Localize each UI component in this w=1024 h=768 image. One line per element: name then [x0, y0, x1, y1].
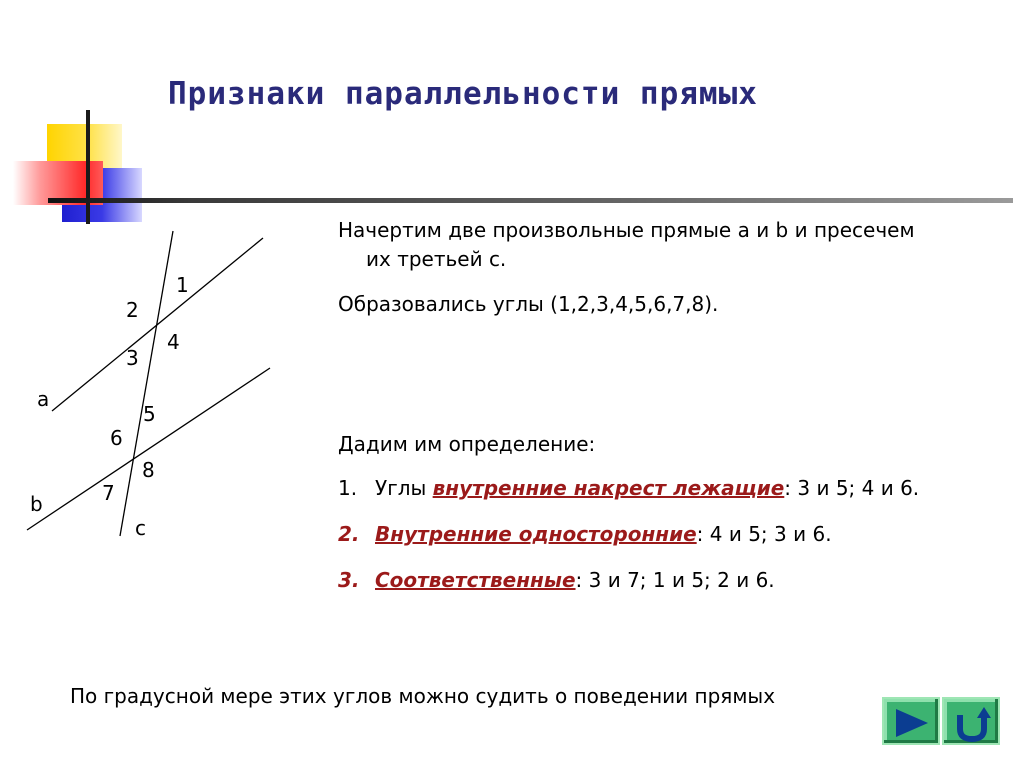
label-angle-7: 7: [102, 481, 115, 505]
term-alternate-interior: внутренние накрест лежащие: [432, 476, 785, 500]
label-line-a: a: [37, 387, 50, 411]
label-line-b: b: [30, 492, 43, 516]
next-slide-button[interactable]: [882, 697, 940, 745]
item-number: 1.: [338, 476, 358, 500]
line-c: [120, 231, 173, 536]
definition-intro: Дадим им определение:: [338, 432, 596, 456]
return-button[interactable]: [942, 697, 1000, 745]
definition-item-2: [338, 522, 832, 546]
label-angle-3: 3: [126, 346, 139, 370]
item-rest: : 4 и 5; 3 и 6.: [696, 522, 832, 546]
item-rest: : 3 и 5; 4 и 6.: [784, 476, 920, 500]
term-same-side-interior: Внутренние односторонние: [375, 522, 697, 546]
item-number: 3.: [338, 568, 360, 592]
label-angle-5: 5: [143, 402, 156, 426]
play-arrow-icon: [884, 699, 942, 747]
conclusion-text: По градусной мере этих углов можно судить о поведении прямых: [70, 684, 776, 708]
term-corresponding: Соответственные: [375, 568, 576, 592]
intro-line-1: Начертим две произвольные прямые a и b и пресечем: [338, 218, 915, 242]
label-angle-4: 4: [167, 330, 180, 354]
definition-item-3: [338, 568, 775, 592]
slide-title: Признаки параллельности прямых: [168, 76, 758, 112]
return-u-icon: [944, 699, 1002, 747]
intro-paragraph: [338, 216, 915, 274]
label-angle-8: 8: [142, 458, 155, 482]
label-angle-6: 6: [110, 426, 123, 450]
definition-item-1: [338, 476, 919, 500]
intro-line-2: их третьей с.: [366, 247, 507, 271]
item-rest: : 3 и 7; 1 и 5; 2 и 6.: [575, 568, 775, 592]
label-line-c: c: [135, 516, 146, 540]
label-angle-1: 1: [176, 273, 189, 297]
line-a: [52, 238, 263, 411]
line-b: [27, 368, 270, 530]
angles-formed-text: Образовались углы (1,2,3,4,5,6,7,8).: [338, 292, 719, 316]
item-prefix: Углы: [375, 476, 433, 500]
label-angle-2: 2: [126, 298, 139, 322]
item-number: 2.: [338, 522, 360, 546]
